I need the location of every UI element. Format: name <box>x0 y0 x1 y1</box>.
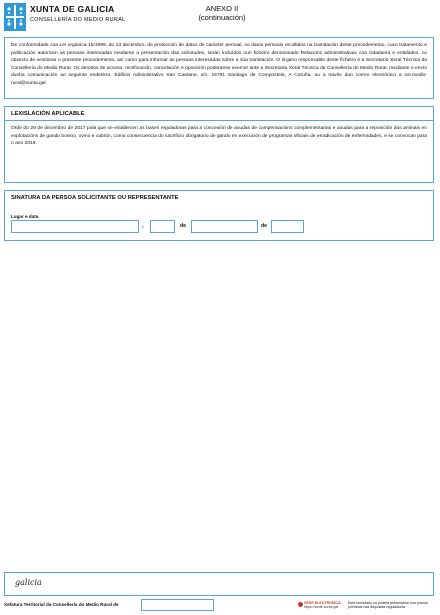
sede-electronica <box>304 601 341 610</box>
annex-subtitle: (continuación) <box>198 13 246 22</box>
sede-url: https://sede.xunta.gal <box>304 605 339 610</box>
year-field[interactable] <box>271 220 304 233</box>
brand-name: XUNTA DE GALICIA <box>30 4 115 14</box>
sede-name: SEDE ELECTRÓNICA <box>304 601 341 605</box>
brand-department: CONSELLERÍA DO MEDIO RURAL <box>30 17 126 23</box>
office-label: Xefatura Territorial da Consellería do Medio Rural de <box>4 602 119 607</box>
day-field[interactable] <box>150 220 175 233</box>
sede-electronica-icon <box>298 602 303 607</box>
annex-heading <box>180 4 264 22</box>
annex-title: ANEXO II <box>205 4 239 13</box>
comma-separator: , <box>142 223 144 229</box>
legislation-text: Orde do 29 de decembro de 2017 pola que se establecen as bases reguladoras para a concesión de axudas de compensacións complementarias e axudas para a reposición dos animais en explotacións de gando bovino, ovino e cabrún, como consecuencia do sacrificio obrigatorio de gando en execución de programas oficiais de erradicación de enfermidades, e se convocan para o ano 2018. <box>11 126 427 147</box>
de-separator-2: de <box>261 223 268 229</box>
brand-block <box>30 4 126 23</box>
place-date-label: Lugar e data <box>11 214 39 219</box>
legislation-box <box>4 106 434 183</box>
submission-note: Este formulario só poderá presentarse nos prazos previstos nas dispostas reguladoras <box>348 601 428 610</box>
legislation-title: LEXISLACIÓN APLICABLE <box>5 107 433 121</box>
privacy-notice-text: De conformidade coa Lei orgánica 15/1999, do 13 decembro, de protección de datos de carácter persoal, os datos persoais recollidos na tramitación deste procedemento, cuxo tratamento e publicación autoricen as persoas interesadas mediante a presentación das solicitudes, serán incluídos nun ficheiro denominado Relacións administrativas coa cidadanía e entidades, co obxecto de xestionar o presente procedemento, así como para informar as persoas interesadas sobre a súa tramitación. O órgano responsable deste ficheiro é a Secretaría Xeral Técnica da Consellería do Medio Rural. Os dereitos de acceso, rectificación, cancelación e oposición poderanse exercer ante a Secretaría Xeral Técnica da Consellería do Medio Rural, mediante o envío dunha comunicación ao seguinte enderezo: Edificio Administrativo San Caetano, s/n, 15781 Santiago de Compostela, A Coruña, ou a través dun correo electrónico a sxt.medio-rural@xunta.gal <box>11 43 427 86</box>
de-separator-1: de <box>180 223 187 229</box>
place-field[interactable] <box>11 220 139 233</box>
month-field[interactable] <box>191 220 258 233</box>
signature-box <box>4 190 434 241</box>
signature-title: SINATURA DA PERSOA SOLICITANTE OU REPRESENTANTE <box>11 195 179 201</box>
footer-logo-bar <box>4 572 434 596</box>
galicia-logo: galicia <box>15 578 42 587</box>
office-field[interactable] <box>141 599 214 611</box>
privacy-notice-box <box>4 37 434 99</box>
xunta-logo-icon <box>4 3 26 31</box>
